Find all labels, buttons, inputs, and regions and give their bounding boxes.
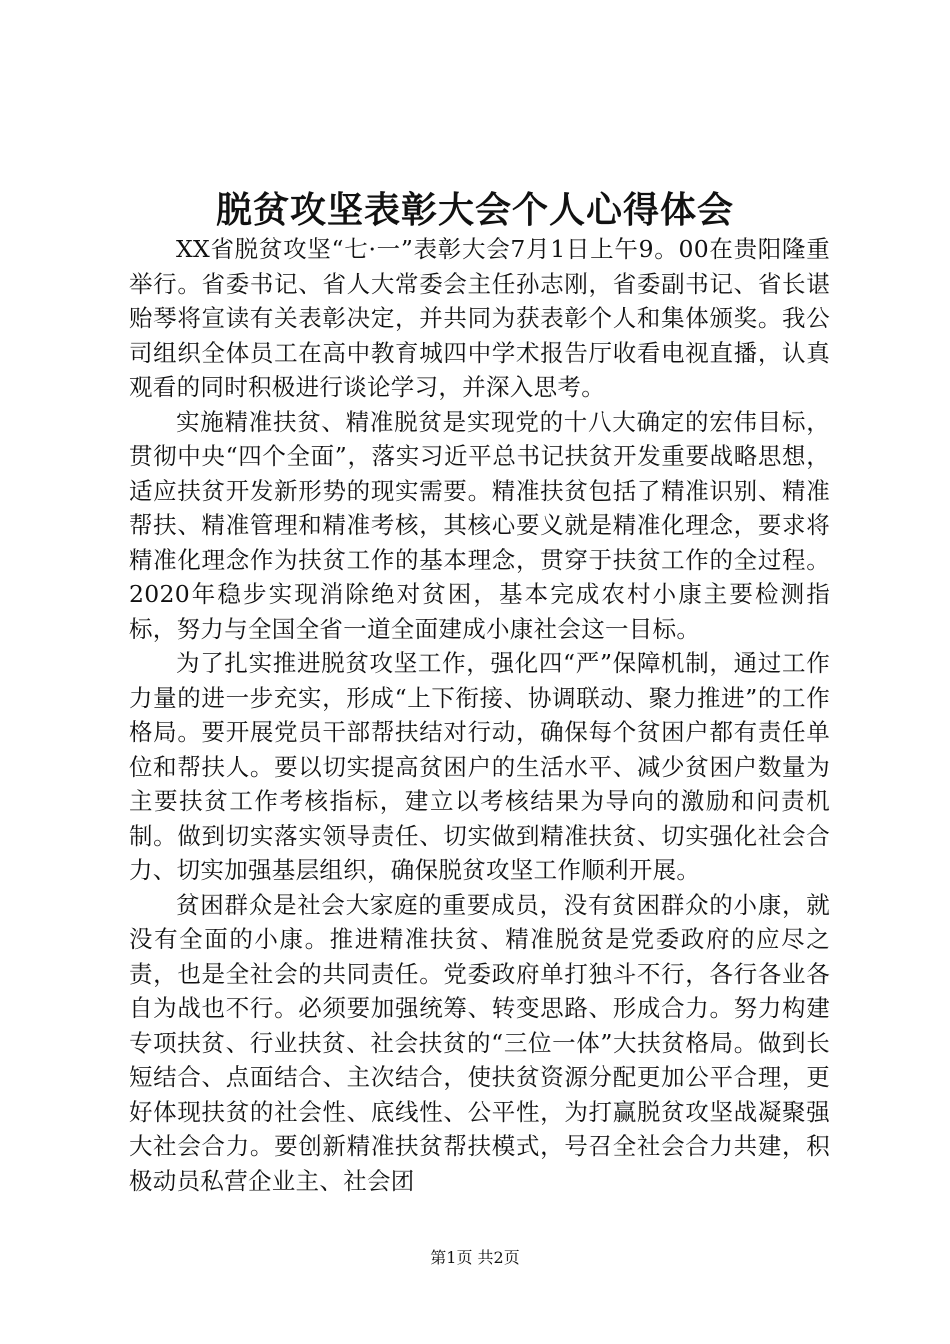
- document-body: [129, 232, 830, 1198]
- paragraph-2: 实施精准扶贫、精准脱贫是实现党的十八大确定的宏伟目标，贯彻中央“四个全面”，落实习近平总书记扶贫开发重要战略思想，适应扶贫开发新形势的现实需要。精准扶贫包括了精准识别、精准帮扶、精准管理和精准考核，其核心要义就是精准化理念，要求将精准化理念作为扶贫工作的基本理念，贯穿于扶贫工作的全过程。2020年稳步实现消除绝对贫困，基本完成农村小康主要检测指标，努力与全国全省一道全面建成小康社会这一目标。: [129, 407, 830, 643]
- paragraph-1: XX省脱贫攻坚“七·一”表彰大会7月1日上午9。00在贵阳隆重举行。省委书记、省人大常委会主任孙志刚，省委副书记、省长谌贻琴将宣读有关表彰决定，并共同为获表彰个人和集体颁奖。我公司组织全体员工在高中教育城四中学术报告厅收看电视直播，认真观看的同时积极进行谈论学习，并深入思考。: [129, 235, 830, 401]
- document-title: 脱贫攻坚表彰大会个人心得体会: [215, 189, 734, 231]
- paragraph-3: 为了扎实推进脱贫攻坚工作，强化四“严”保障机制，通过工作力量的进一步充实，形成“上下衔接、协调联动、聚力推进”的工作格局。要开展党员干部帮扶结对行动，确保每个贫困户都有责任单位和帮扶人。要以切实提高贫困户的生活水平、减少贫困户数量为主要扶贫工作考核指标，建立以考核结果为导向的激励和问责机制。做到切实落实领导责任、切实做到精准扶贫、切实强化社会合力、切实加强基层组织，确保脱贫攻坚工作顺利开展。: [129, 649, 830, 884]
- page-number-footer: 第1页 共2页: [430, 1248, 520, 1267]
- paragraph-4: 贫困群众是社会大家庭的重要成员，没有贫困群众的小康，就没有全面的小康。推进精准扶贫、精准脱贫是党委政府的应尽之责，也是全社会的共同责任。党委政府单打独斗不行，各行各业各自为战也不行。必须要加强统筹、转变思路、形成合力。努力构建专项扶贫、行业扶贫、社会扶贫的“三位一体”大扶贫格局。做到长短结合、点面结合、主次结合，使扶贫资源分配更加公平合理，更好体现扶贫的社会性、底线性、公平性，为打赢脱贫攻坚战凝聚强大社会合力。要创新精准扶贫帮扶模式，号召全社会合力共建，积极动员私营企业主、社会团: [129, 890, 830, 1195]
